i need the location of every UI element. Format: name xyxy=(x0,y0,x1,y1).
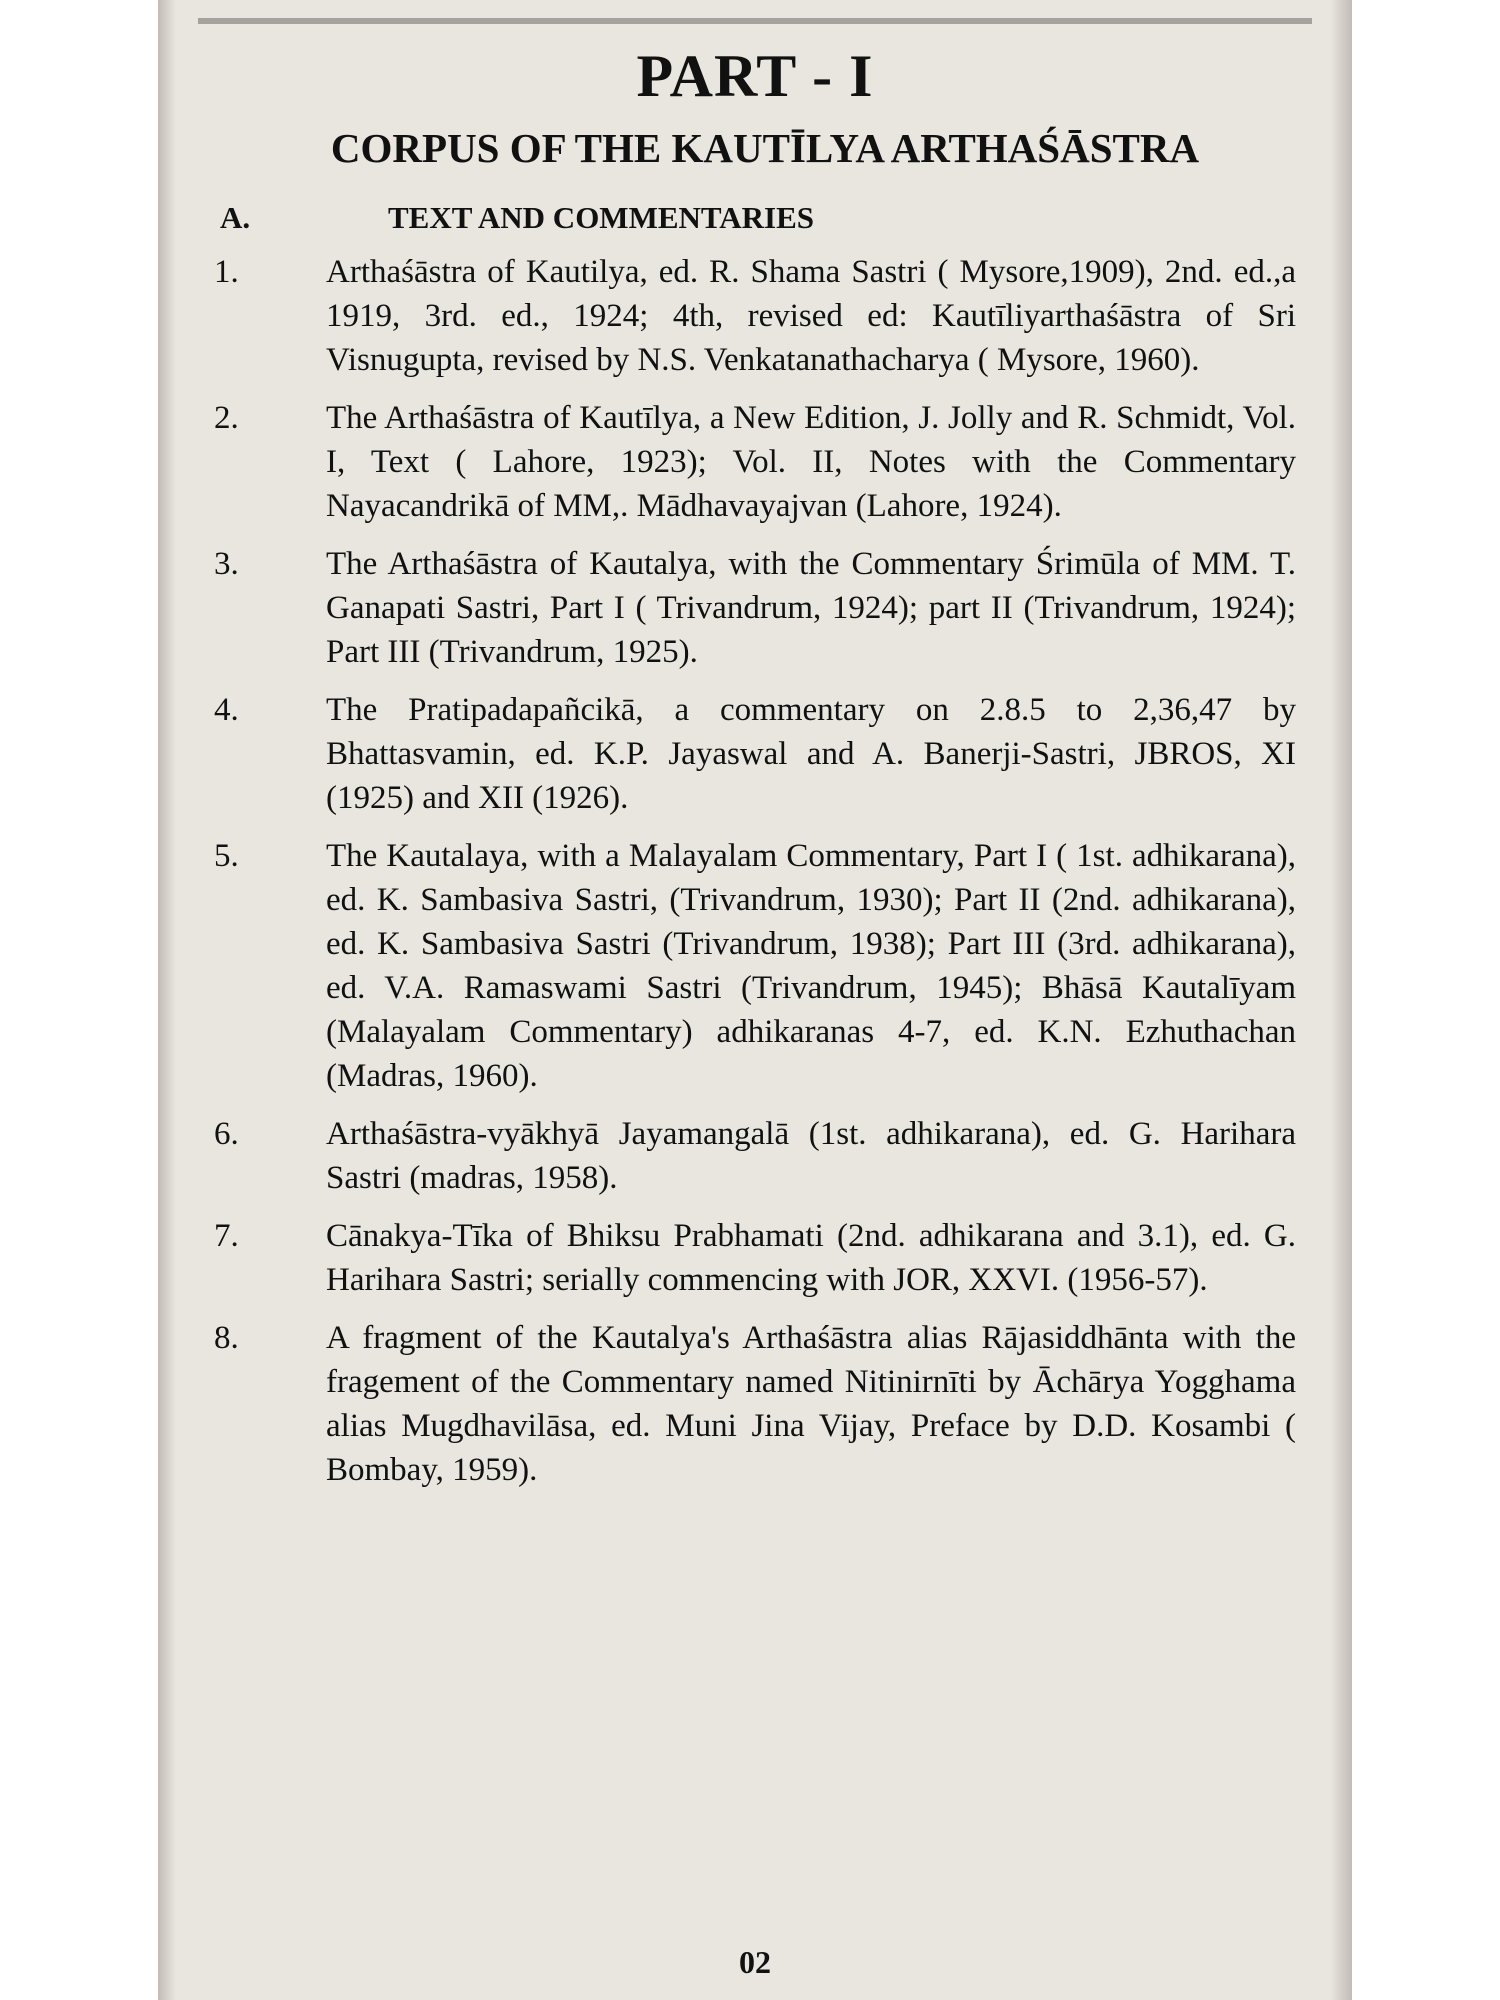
entry-number: 1. xyxy=(214,254,239,290)
section-letter: A. xyxy=(220,200,251,235)
entry-number: 4. xyxy=(214,692,239,728)
bibliography-entry-4 xyxy=(214,688,1296,820)
bibliography-entry-7 xyxy=(214,1214,1296,1302)
entry-text: Arthaśāstra of Kautilya, ed. R. Shama Sastri ( Mysore,1909), 2nd. ed.,a 1919, 3rd. ed., 1924; 4th, revised ed: Kautīliyarthaśāstra of Sri Visnugupta, revised by N.S. Venkatanathacharya ( Mysore, 1960). xyxy=(326,254,1296,378)
corpus-heading: CORPUS OF THE KAUTĪLYA ARTHAŚĀSTRA xyxy=(330,125,1200,171)
bibliography-entry-3 xyxy=(214,542,1296,674)
entry-number: 3. xyxy=(214,546,239,582)
bibliography-entry-2 xyxy=(214,396,1296,528)
entry-text: Arthaśāstra-vyākhyā Jayamangalā (1st. adhikarana), ed. G. Harihara Sastri (madras, 1958). xyxy=(326,1116,1296,1196)
entry-number: 8. xyxy=(214,1320,239,1356)
bibliography-list xyxy=(214,250,1296,1506)
bibliography-entry-8 xyxy=(214,1316,1296,1492)
entry-text: The Arthaśāstra of Kautalya, with the Commentary Śrimūla of MM. T. Ganapati Sastri, Part I ( Trivandrum, 1924); part II (Trivandrum, 1924); Part III (Trivandrum, 1925). xyxy=(326,546,1296,670)
entry-number: 7. xyxy=(214,1218,239,1254)
entry-text: The Arthaśāstra of Kautīlya, a New Edition, J. Jolly and R. Schmidt, Vol. I, Text ( Lahore, 1923); Vol. II, Notes with the Commentary Nayacandrikā of MM,. Mādhavayajvan (Lahore, 1924). xyxy=(326,400,1296,524)
section-title: TEXT AND COMMENTARIES xyxy=(388,200,815,235)
bibliography-entry-6 xyxy=(214,1112,1296,1200)
entry-number: 2. xyxy=(214,400,239,436)
entry-number: 6. xyxy=(214,1116,239,1152)
book-page xyxy=(158,0,1352,2000)
page-number: 02 xyxy=(739,1944,771,1980)
entry-text: The Pratipadapañcikā, a commentary on 2.8.5 to 2,36,47 by Bhattasvamin, ed. K.P. Jayaswal and A. Banerji-Sastri, JBROS, XI (1925) and XII (1926). xyxy=(326,692,1296,816)
entry-number: 5. xyxy=(214,838,239,874)
bibliography-entry-5 xyxy=(214,834,1296,1098)
entry-text: The Kautalaya, with a Malayalam Commentary, Part I ( 1st. adhikarana), ed. K. Sambasiva Sastri, (Trivandrum, 1930); Part II (2nd. adhikarana), ed. K. Sambasiva Sastri (Trivandrum, 1938); Part III (3rd. adhikarana), ed. V.A. Ramaswami Sastri (Trivandrum, 1945); Bhāsā Kautalīyam (Malayalam Commentary) adhikaranas 4-7, ed. K.N. Ezhuthachan (Madras, 1960). xyxy=(326,838,1296,1094)
entry-text: Cānakya-Tīka of Bhiksu Prabhamati (2nd. adhikarana and 3.1), ed. G. Harihara Sastri; serially commencing with JOR, XXVI. (1956-57). xyxy=(326,1218,1296,1298)
bibliography-entry-1 xyxy=(214,250,1296,382)
part-heading: PART - I xyxy=(636,43,874,109)
entry-text: A fragment of the Kautalya's Arthaśāstra alias Rājasiddhānta with the fragement of the Commentary named Nitinirnīti by Āchārya Yogghama alias Mugdhavilāsa, ed. Muni Jina Vijay, Preface by D.D. Kosambi ( Bombay, 1959). xyxy=(326,1320,1296,1488)
header-rule xyxy=(198,18,1312,24)
